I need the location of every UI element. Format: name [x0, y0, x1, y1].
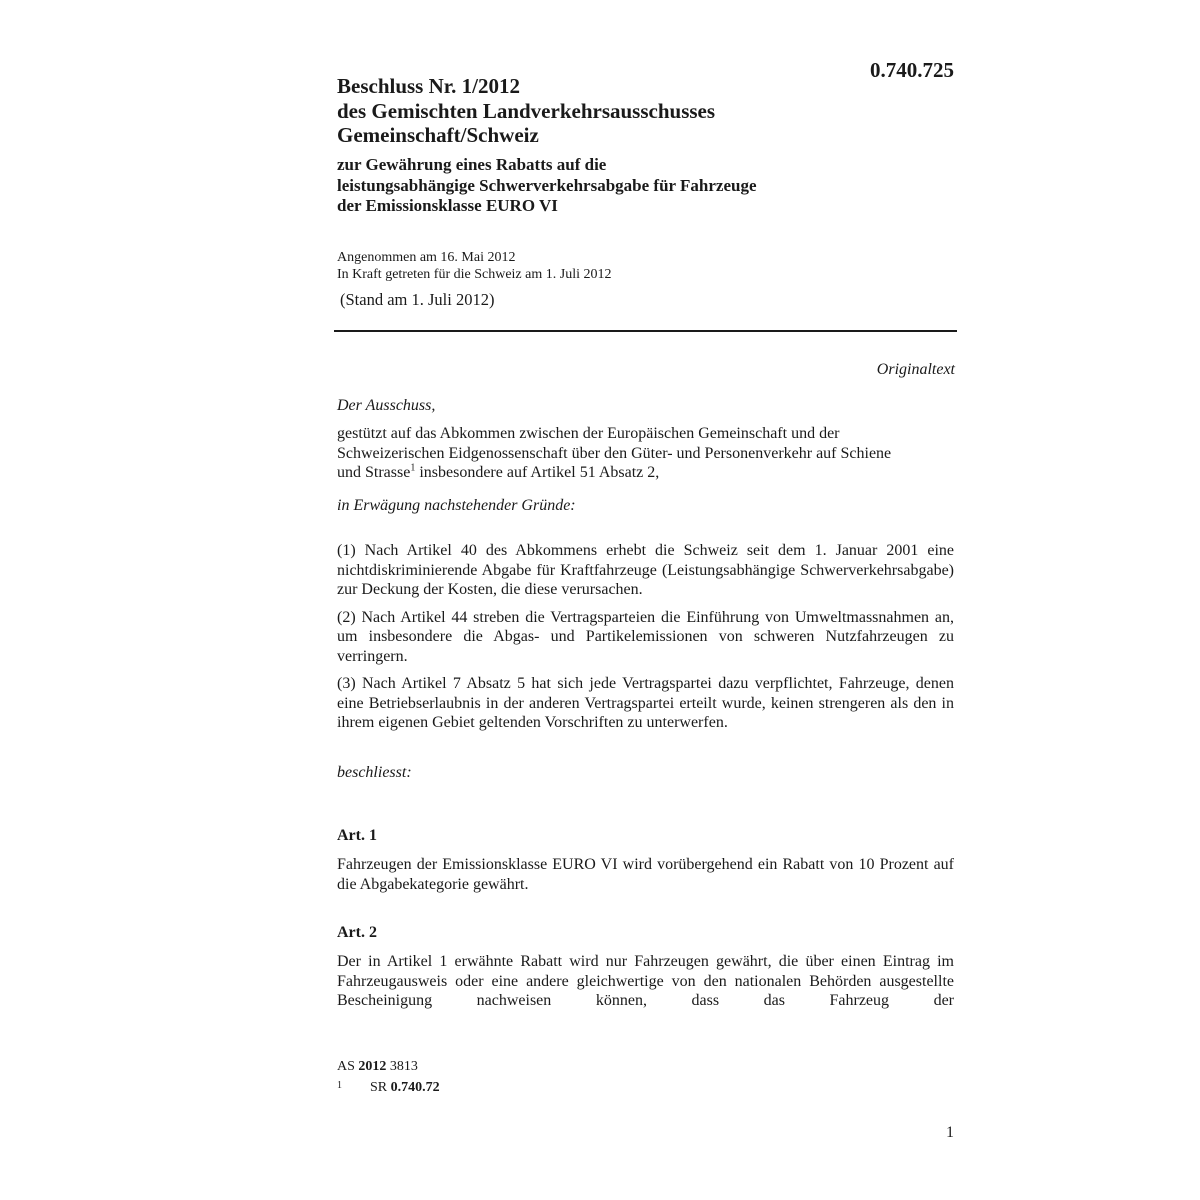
preamble-intro: Der Ausschuss,: [337, 397, 436, 414]
recital-item: (1) Nach Artikel 40 des Abkommens erhebt die Schweiz seit dem 1. Januar 2001 eine nichtdiskriminierende Abgabe für Kraftfahrzeuge (Leistungsabhängige Schwerverkehrsabgabe) zur Deckung der Kosten, die diese verursachen.: [337, 542, 954, 598]
status-date: (Stand am 1. Juli 2012): [340, 290, 495, 309]
footnote-prefix: SR: [370, 1080, 388, 1095]
recitals-list: [337, 541, 954, 741]
footnote-mark: 1: [337, 1080, 342, 1091]
original-text-label: Originaltext: [876, 361, 955, 378]
article-text: Fahrzeugen der Emissionsklasse EURO VI wird vorübergehend ein Rabatt von 10 Prozent auf die Abgabekategorie gewährt.: [337, 856, 954, 893]
title-line: Gemeinschaft/Schweiz: [337, 123, 539, 147]
subtitle-line: zur Gewährung eines Rabatts auf die: [337, 155, 607, 174]
decision-title: [337, 74, 837, 148]
title-line: Beschluss Nr. 1/2012: [337, 74, 521, 98]
article-text: Der in Artikel 1 erwähnte Rabatt wird nur Fahrzeugen gewährt, die über einen Eintrag im Fahrzeugausweis oder eine andere gleichwertige von den nationalen Behörden ausgestellte Bescheinigung nachweisen können, dass das Fahrzeug der: [337, 953, 954, 1009]
document-page: [337, 0, 957, 1200]
sr-number: 0.740.725: [870, 58, 954, 82]
subtitle-line: leistungsabhängige Schwerverkehrsabgabe für Fahrzeuge: [337, 175, 757, 195]
article-heading: Art. 1: [337, 827, 377, 844]
official-compilation-reference: [337, 1059, 418, 1075]
recital-item: (3) Nach Artikel 7 Absatz 5 hat sich jede Vertragspartei dazu verpflichtet, Fahrzeuge, denen eine Betriebserlaubnis in der anderen Vertragspartei erteilt wurde, keinen strengeren als den in ihrem eigenen Gebiet geltenden Vorschriften zu unterwerfen.: [337, 675, 954, 731]
title-line: des Gemischten Landverkehrsausschusses: [337, 98, 716, 123]
footnote-reference[interactable]: 1: [410, 462, 416, 474]
as-page: 3813: [389, 1059, 418, 1074]
adoption-info: [337, 250, 611, 283]
adopted-date: Angenommen am 16. Mai 2012: [337, 250, 516, 265]
footnote: [337, 1080, 440, 1096]
as-prefix: AS: [337, 1059, 355, 1074]
legal-basis: [337, 424, 917, 483]
page-number: 1: [946, 1124, 954, 1141]
legal-basis-text-continued: insbesondere auf Artikel 51 Absatz 2,: [415, 464, 660, 481]
footnote-sr-number: 0.740.72: [390, 1080, 440, 1095]
in-force-date: In Kraft getreten für die Schweiz am 1. Juli 2012: [337, 266, 612, 282]
decision-subtitle: [337, 155, 897, 217]
legal-basis-text: gestützt auf das Abkommen zwischen der Europäischen Gemeinschaft und der Schweizerischen Eidgenossenschaft über den Güter- und Personenverkehr auf Schiene und Strasse: [337, 425, 892, 481]
recital-item: (2) Nach Artikel 44 streben die Vertragsparteien die Einführung von Umweltmassnahmen an, um insbesondere die Abgas- und Partikelemissionen von schweren Nutzfahrzeugen zu verringern.: [337, 608, 954, 665]
article-heading: Art. 2: [337, 924, 377, 941]
decides-label: beschliesst:: [337, 764, 412, 781]
header-divider: [334, 330, 957, 332]
subtitle-line: der Emissionsklasse EURO VI: [337, 196, 558, 215]
considering-heading: in Erwägung nachstehender Gründe:: [337, 497, 576, 514]
as-year: 2012: [358, 1059, 387, 1074]
